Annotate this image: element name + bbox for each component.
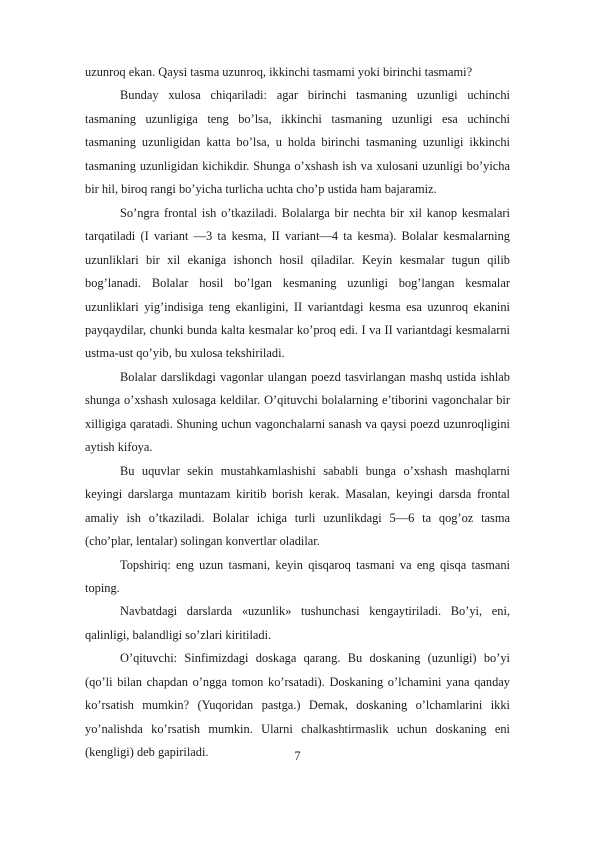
paragraph: Bolalar darslikdagi vagonlar ulangan poezd tasvirlangan mashq ustida ishlab shunga o’xshash xulosaga keldilar. O’qituvchi bolalarning e’tiborini vagonchalar bir xilligiga qaratadi. Shuning uchun vagonchalarni sanash va qaysi poezd uzunroqligini aytish kifoya. [85, 369, 510, 455]
document-body [85, 61, 510, 765]
paragraph: Bunday xulosa chiqariladi: agar birinchi tasmaning uzunligi uchinchi tasmaning uzunligiga teng bo’lsa, ikkinchi tasmaning uzunligi esa uchinchi tasmaning uzunligidan katta bo’lsa, u holda birinchi tasmaning uzunligi ikkinchi tasmaning uzunligidan kichikdir. Shunga o’xshash ish va xulosani uzunligi bo’yicha bir hil, biroq rangi bo’yicha turlicha uchta cho’p ustida ham bajaramiz. [85, 88, 510, 197]
paragraph: Topshiriq: eng uzun tasmani, keyin qisqaroq tasmani va eng qisqa tasmani toping. [85, 557, 510, 595]
paragraph: Bu uquvlar sekin mustahkamlashishi sababli bunga o’xshash mashqlarni keyingi darslarga muntazam kiritib borish kerak. Masalan, keyingi darsda frontal amaliy ish o’tkaziladi. Bolalar ichiga turli uzunlikdagi 5—6 ta qog’oz tasma (cho’plar, lentalar) solingan konvertlar oladilar. [85, 463, 510, 549]
page-number: 7 [294, 749, 301, 763]
paragraph-continuation: uzunroq ekan. Qaysi tasma uzunroq, ikkinchi tasmami yoki birinchi tasmami? [85, 65, 473, 79]
paragraph: Navbatdagi darslarda «uzunlik» tushunchasi kengaytiriladi. Bo’yi, eni, qalinligi, balandligi so’zlari kiritiladi. [85, 604, 510, 642]
paragraph: O’qituvchi: Sinfimizdagi doskaga qarang. Bu doskaning (uzunligi) bo’yi (qo’li bilan chapdan o’ngga tomon ko’rsatadi). Doskaning o’lchamini yana qanday ko’rsatish mumkin? (Yuqoridan pastga.) Demak, doskaning o’lchamlarini ikki yo’nalishda ko’rsatish mumkin. Ularni chalkashtirmaslik uchun doskaning eni (kengligi) deb gapiriladi. [85, 651, 510, 760]
paragraph: So’ngra frontal ish o’tkaziladi. Bolalarga bir nechta bir xil kanop kesmalari tarqatiladi (I variant —3 ta kesma, II variant—4 ta kesma). Bolalar kesmalarning uzunliklari bir xil ekaniga ishonch hosil qiladilar. Keyin kesmalar tugun qilib bog’lanadi. Bolalar hosil bo’lgan kesmaning uzunligi bog’langan kesmalar uzunliklari yig’indisiga teng ekanligini, II variantdagi kesma esa uzunroq ekanini payqaydilar, chunki bunda kalta kesmalar ko’proq edi. I va II variantdagi kesmalarni ustma-ust qo’yib, bu xulosa tekshiriladi. [85, 205, 510, 361]
